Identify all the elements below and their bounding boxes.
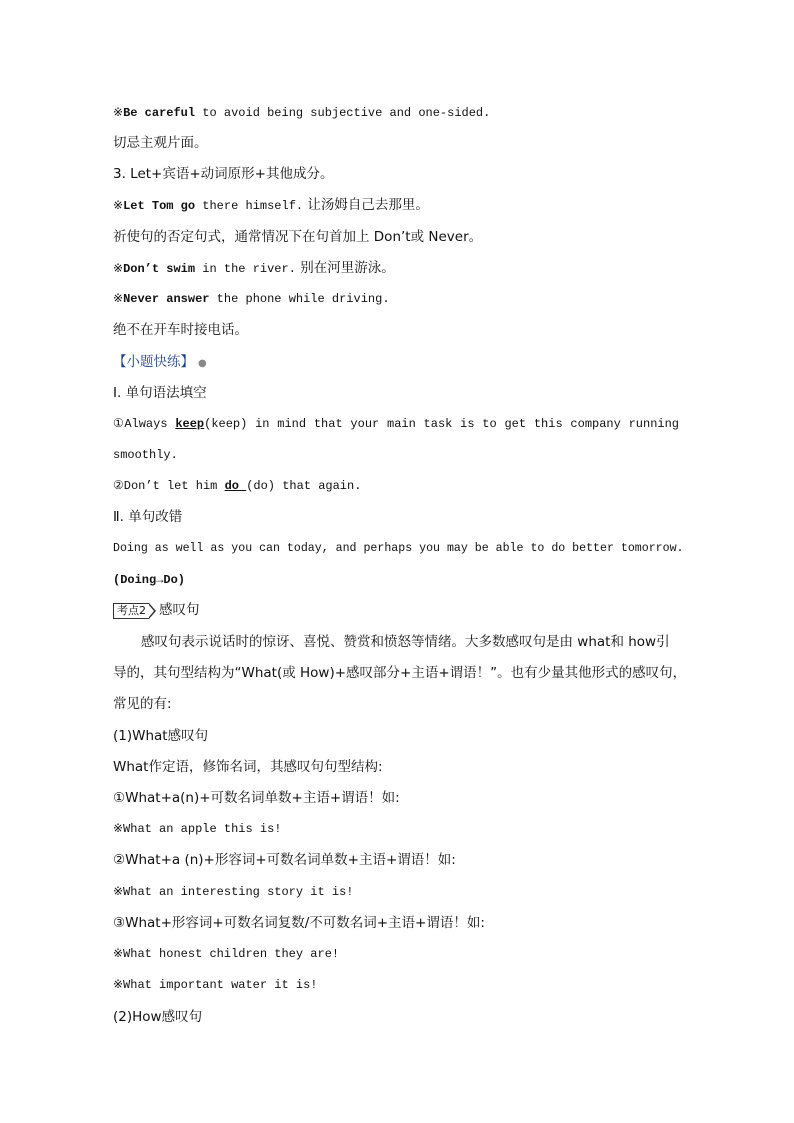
bold-phrase: Let Tom go (123, 199, 196, 213)
example-mark: ※ (113, 106, 124, 120)
translation-line: 切忌主观片面。 (113, 135, 208, 151)
bold-phrase: Don’t swim (123, 262, 196, 276)
answer-keep: keep (175, 417, 205, 431)
rule-let: 3. Let+宾语+动词原形+其他成分。 (113, 166, 334, 182)
pattern-2: ②What+a (n)+形容词+可数名词单数+主语+谓语！如: (113, 852, 456, 868)
bullet-dot: ● (198, 358, 207, 369)
practice-title: 【小题快练】 (113, 354, 194, 370)
exclamation-intro: 感叹句表示说话时的惊讶、喜悦、赞赏和愤怒等情绪。大多数感叹句是由 what和 how引 (141, 634, 670, 650)
question-1-text: ①Always keep(keep) in mind that your main task is to get this company running (113, 417, 680, 431)
example-children: ※What honest children they are! (113, 947, 340, 961)
answer-do: do (224, 479, 247, 493)
example-translation: 别在河里游泳。 (295, 260, 395, 276)
question-1-cont: smoothly. (113, 448, 178, 462)
practice-heading (113, 353, 207, 373)
translation-line: 绝不在开车时接电话。 (113, 322, 248, 338)
example-never-answer (113, 290, 390, 308)
exam-point-badge: 考点2 (113, 603, 149, 619)
bold-phrase: Be careful (123, 106, 196, 120)
example-text: the phone while driving. (209, 292, 390, 306)
subheading-how: (2)How感叹句 (113, 1009, 203, 1025)
rule-negative: 祈使句的否定句式，通常情况下在句首加上 Don’t或 Never。 (113, 229, 483, 245)
pattern-3: ③What+形容词+可数名词复数/不可数名词+主语+谓语！如: (113, 915, 485, 931)
example-text: to avoid being subjective and one-sided. (195, 106, 491, 120)
what-rule: What作定语，修饰名词，其感叹句句型结构: (113, 759, 383, 775)
example-dont-swim (113, 259, 395, 278)
section-heading-fill: Ⅰ. 单句语法填空 (113, 385, 207, 401)
bold-phrase: Never answer (123, 292, 210, 306)
example-water: ※What important water it is! (113, 978, 318, 992)
pattern-1: ①What+a(n)+可数名词单数+主语+谓语！如: (113, 790, 400, 806)
example-translation: 让汤姆自己去那里。 (303, 197, 429, 213)
correction-sentence: Doing as well as you can today, and perhaps you may be able to do better tomorrow. (113, 542, 684, 555)
example-mark: ※ (113, 199, 124, 213)
example-apple: ※What an apple this is! (113, 822, 282, 836)
example-text: in the river. (195, 262, 296, 276)
example-be-careful (113, 104, 490, 122)
question-2: ②Don’t let him do (do) that again. (113, 479, 362, 493)
example-mark: ※ (113, 292, 124, 306)
subheading-what: (1)What感叹句 (113, 728, 209, 744)
exclamation-intro-end: 常见的有: (113, 696, 172, 712)
section-heading-correct: Ⅱ. 单句改错 (113, 509, 183, 525)
example-text: there himself. (195, 199, 304, 213)
correction-answer: (Doing→Do) (113, 573, 186, 587)
exclamation-intro-cont: 导的，其句型结构为“What(或 How)+感叹部分+主语+谓语！”。也有少量其他形式的感叹句， (113, 665, 687, 681)
question-1 (113, 415, 679, 433)
example-mark: ※ (113, 262, 124, 276)
example-let-tom (113, 196, 429, 215)
example-story: ※What an interesting story it is! (113, 885, 354, 899)
exam-point-title: 感叹句 (159, 602, 200, 618)
exam-point-heading (113, 601, 200, 619)
